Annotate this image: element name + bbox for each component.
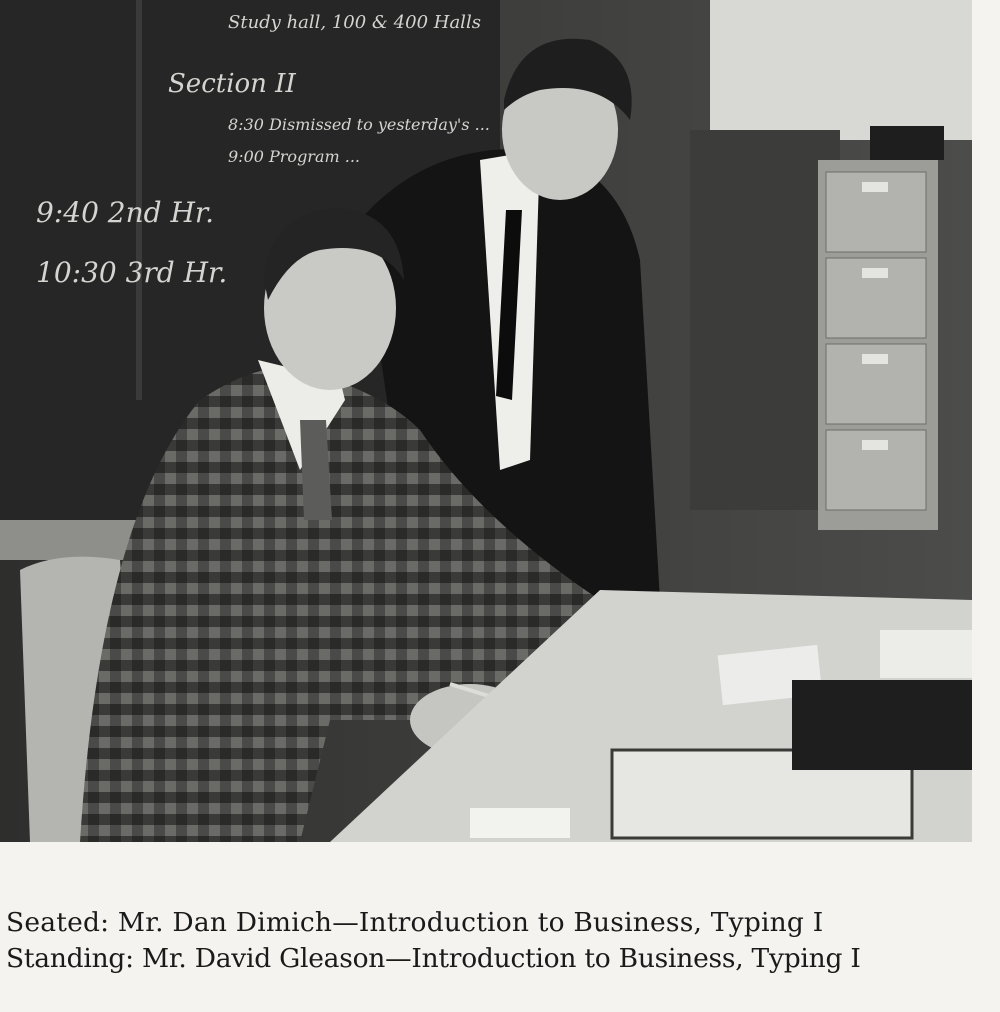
chalk-line-3: 8:30 Dismissed to yesterday's ... <box>228 115 490 134</box>
typewriter <box>792 680 972 770</box>
chalk-line-4: 9:00 Program ... <box>228 147 361 166</box>
box-on-cabinet <box>870 126 944 160</box>
chalk-line-6: 10:30 3rd Hr. <box>36 256 228 289</box>
caption-standing: Standing: Mr. David Gleason—Introduction to Business, Typing I <box>6 943 861 974</box>
dark-cabinet <box>690 130 840 510</box>
chalk-line-1: Study hall, 100 & 400 Halls <box>228 12 481 33</box>
poster <box>710 0 972 140</box>
filing-cabinet <box>818 160 938 530</box>
paper-stack <box>880 630 972 678</box>
photo-caption <box>6 905 991 977</box>
chalk-line-5: 9:40 2nd Hr. <box>36 196 215 229</box>
caption-seated: Seated: Mr. Dan Dimich—Introduction to Business, Typing I <box>6 907 824 938</box>
chalk-line-2: Section II <box>168 69 296 99</box>
desk-paper <box>470 808 570 838</box>
